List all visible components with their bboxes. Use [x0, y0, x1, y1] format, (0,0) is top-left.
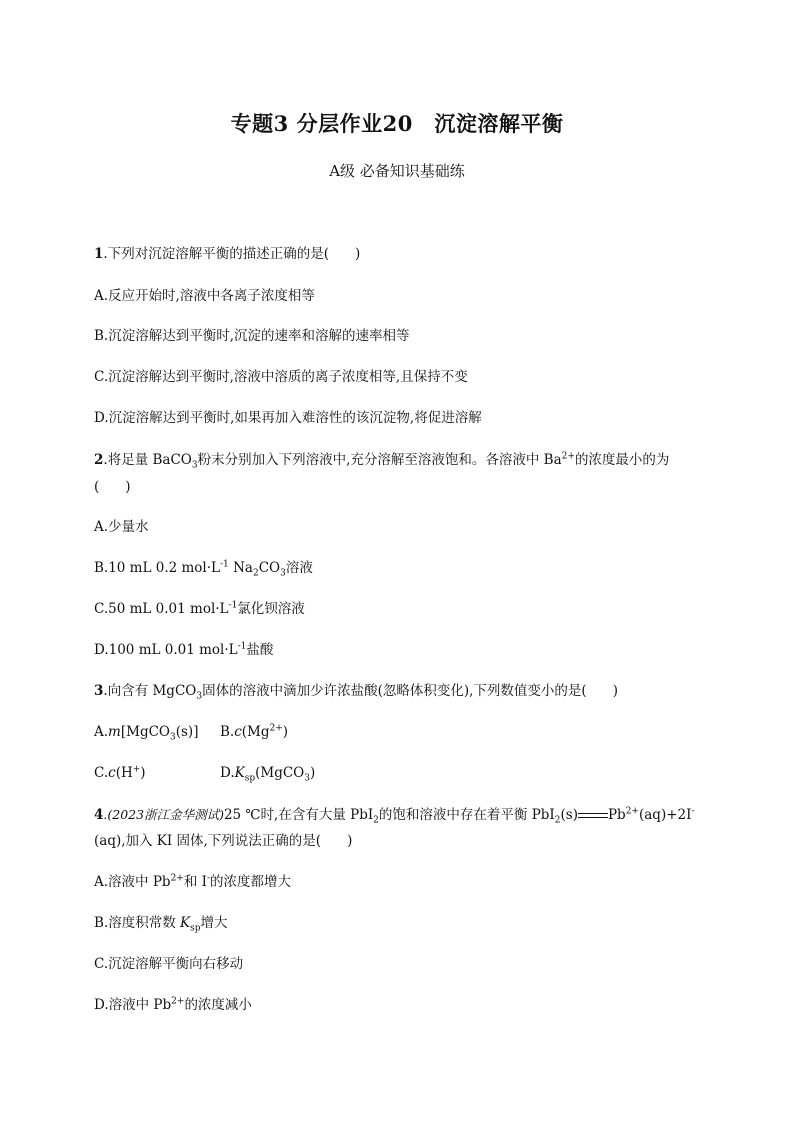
superscript: 2+ — [561, 451, 575, 462]
question-number: 1 — [94, 246, 104, 262]
option-text: C. — [94, 765, 109, 781]
option-text: A. — [94, 724, 109, 740]
question-text: (aq),加入 KI 固体,下列说法正确的是( — [94, 833, 322, 849]
question-text: .将足量 BaCO — [103, 452, 192, 468]
superscript: - — [691, 806, 695, 817]
question-1-stem — [94, 245, 360, 263]
question-2-option-c — [94, 600, 305, 618]
superscript: 2+ — [625, 806, 639, 817]
question-number: 3 — [94, 683, 104, 699]
option-text: B.10 mL 0.2 mol·L — [94, 560, 221, 576]
question-text: 的浓度最小的为 — [574, 452, 670, 468]
option-text: (H — [115, 765, 133, 781]
question-source: .(2023浙江金华测试) — [103, 807, 224, 822]
option-text: ) — [282, 724, 289, 740]
question-text: Pb — [607, 807, 626, 823]
question-text: 25 ℃时,在含有大量 PbI — [223, 807, 374, 823]
question-text: (s) — [560, 807, 578, 823]
option-text: ) — [310, 765, 316, 781]
question-1-option-a: A.反应开始时,溶液中各离子浓度相等 — [94, 288, 315, 304]
subscript: 3 — [191, 460, 198, 471]
option-text: (s)] — [175, 724, 199, 740]
question-4-stem-line-2 — [94, 832, 352, 850]
option-text: B.溶度积常数 — [94, 915, 181, 931]
paren-close: ) — [354, 246, 361, 262]
symbol: c — [234, 724, 242, 740]
question-text: .向含有 MgCO — [103, 683, 197, 699]
subscript: 3 — [196, 691, 203, 702]
question-3-option-a — [94, 724, 199, 743]
paren-close: ) — [612, 683, 618, 699]
question-2-stem — [94, 451, 669, 469]
option-text: 溶液 — [285, 560, 313, 576]
option-text: 盐酸 — [246, 642, 274, 658]
superscript: 2+ — [171, 996, 185, 1007]
level-heading: A级 必备知识基础练 — [329, 162, 465, 180]
option-text: B. — [220, 724, 235, 740]
question-2-blank — [94, 478, 131, 496]
equilibrium-arrow-icon — [578, 812, 608, 820]
question-4-stem — [94, 806, 695, 824]
superscript: -1 — [220, 559, 229, 570]
option-text: 氯化钡溶液 — [237, 601, 305, 617]
question-1-option-c: C.沉淀溶解达到平衡时,溶液中溶质的离子浓度相等,且保持不变 — [94, 369, 468, 385]
subscript: 2 — [373, 815, 379, 826]
symbol: c — [108, 765, 116, 781]
question-1-option-b: B.沉淀溶解达到平衡时,沉淀的速率和溶解的速率相等 — [94, 328, 410, 344]
option-text: 的浓度都增大 — [210, 874, 292, 890]
option-text: D. — [220, 765, 235, 781]
page-title: 专题3 分层作业20 沉淀溶解平衡 — [230, 111, 564, 136]
question-2-option-b — [94, 559, 313, 577]
symbol: m — [108, 724, 121, 740]
paren-close: ) — [347, 833, 353, 849]
subscript: 2 — [252, 568, 259, 579]
question-number: 2 — [94, 452, 104, 468]
option-text: (MgCO — [255, 765, 305, 781]
question-2-option-a: A.少量水 — [94, 519, 149, 535]
superscript: -1 — [228, 600, 238, 611]
question-2-option-d — [94, 641, 273, 659]
superscript: 2+ — [170, 873, 184, 884]
subscript: 3 — [304, 773, 310, 784]
question-text: .下列对沉淀溶解平衡的描述正确的是( — [103, 246, 329, 262]
option-text: 和 I — [183, 874, 207, 890]
question-4-option-d — [94, 996, 252, 1014]
option-text: Na — [228, 560, 253, 576]
superscript: - — [206, 873, 211, 884]
subscript: sp — [244, 773, 256, 784]
subscript: 3 — [170, 732, 176, 743]
question-3-option-b — [220, 723, 288, 741]
option-text: CO — [258, 560, 281, 576]
option-text: [MgCO — [120, 724, 170, 740]
option-text: 的浓度减小 — [184, 997, 252, 1013]
option-text: ) — [140, 765, 146, 781]
subscript: 3 — [280, 568, 286, 579]
option-text: D.100 mL 0.01 mol·L — [94, 642, 238, 658]
option-text: A.溶液中 Pb — [94, 874, 171, 890]
option-text: 增大 — [200, 915, 228, 931]
question-text: (aq)+2I — [638, 807, 692, 823]
symbol: K — [234, 765, 245, 781]
question-3-option-d — [220, 764, 315, 782]
superscript: + — [132, 764, 141, 775]
question-text: 粉末分别加入下列溶液中,充分溶解至溶液饱和。各溶液中 Ba — [197, 452, 562, 468]
paren-close: ) — [125, 479, 131, 495]
superscript: -1 — [237, 641, 247, 652]
subscript: 2 — [554, 815, 561, 826]
question-text: 固体的溶液中滴加少许浓盐酸(忽略体积变化),下列数值变小的是( — [202, 683, 587, 699]
subscript: sp — [190, 923, 201, 934]
paren-open: ( — [94, 479, 100, 495]
question-4-option-b — [94, 914, 228, 932]
symbol: K — [180, 915, 191, 931]
question-3-option-c — [94, 764, 146, 782]
question-text: 的饱和溶液中存在着平衡 PbI — [378, 807, 555, 823]
question-1-option-d: D.沉淀溶解达到平衡时,如果再加入难溶性的该沉淀物,将促进溶解 — [94, 410, 482, 426]
question-3-stem — [94, 682, 618, 700]
question-4-option-c: C.沉淀溶解平衡向右移动 — [94, 956, 244, 972]
question-4-option-a — [94, 873, 291, 891]
option-text: C.50 mL 0.01 mol·L — [94, 601, 229, 617]
option-text: (Mg — [241, 724, 270, 740]
question-number: 4 — [94, 807, 104, 823]
superscript: 2+ — [269, 723, 283, 734]
question-3-options-row-1 — [94, 723, 198, 741]
option-text: D.溶液中 Pb — [94, 997, 172, 1013]
